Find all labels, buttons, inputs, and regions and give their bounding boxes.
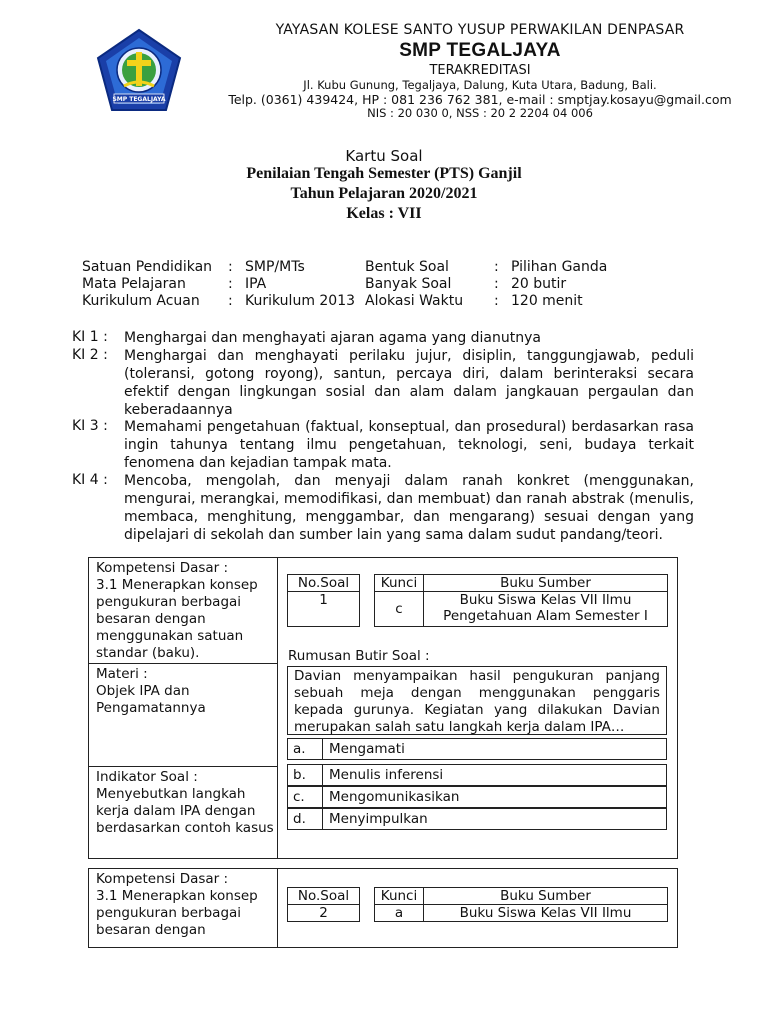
option-text: Menulis inferensi (329, 767, 444, 783)
kd-label: Kompetensi Dasar : (96, 871, 229, 887)
option-text: Mengomunikasikan (329, 789, 460, 805)
info-value: Pilihan Ganda (511, 259, 608, 275)
kunci-buku-table (374, 887, 668, 922)
kd-text: 3.1 Menerapkan konsep pengukuran berbagai besaran dengan (96, 888, 258, 938)
kd-label: Kompetensi Dasar : (96, 560, 229, 576)
info-label: Mata Pelajaran (82, 276, 186, 292)
academic-year: Tahun Pelajaran 2020/2021 (290, 185, 478, 202)
info-sep: : (228, 259, 233, 275)
ki-text: Memahami pengetahuan (faktual, konseptual, dan prosedural) berdasarkan rasa ingin tahunya tentang ilmu pengetahuan, teknologi, seni, budaya terkait fenomena dan kejadian tampak mata. (124, 419, 694, 471)
materi-text: Objek IPA dan Pengamatannya (96, 683, 206, 716)
no-soal-table (287, 574, 360, 627)
option-letter: a. (288, 739, 323, 759)
option-text: Mengamati (329, 741, 405, 757)
info-value: 120 menit (511, 293, 583, 309)
ki-text: Menghargai dan menghayati perilaku jujur, disiplin, tanggungjawab, peduli (toleransi, gotong royong), santun, percaya diri, dalam berinteraksi secara efektif dengan lingkungan sosial dan alam dalam jangkauan pergaulan dan keberadaannya (124, 348, 694, 418)
buku-value: Buku Siswa Kelas VII Ilmu (424, 905, 668, 922)
col-kunci: Kunci (375, 888, 424, 905)
kunci-buku-table (374, 574, 668, 627)
info-label: Bentuk Soal (365, 259, 449, 275)
ki-text: Menghargai dan menghayati ajaran agama yang dianutnya (124, 330, 541, 346)
indikator-text: Menyebutkan langkah kerja dalam IPA dengan berdasarkan contoh kasus (96, 786, 274, 836)
option-letter: c. (288, 787, 323, 807)
buku-value: Buku Siswa Kelas VII Ilmu Pengetahuan Alam Semester I (424, 592, 668, 627)
col-kunci: Kunci (375, 575, 424, 592)
ki-label: KI 3 : (72, 418, 108, 434)
col-buku-sumber: Buku Sumber (424, 575, 668, 592)
option-letter: d. (288, 809, 323, 829)
kunci-value: a (375, 905, 424, 922)
info-label: Banyak Soal (365, 276, 452, 292)
option-letter: b. (288, 765, 323, 785)
no-soal-value: 2 (288, 905, 360, 922)
school-logo (96, 28, 182, 114)
logo-caption: SMP TEGALJAYA (112, 96, 166, 103)
school-contact: Telp. (0361) 439424, HP : 081 236 762 381, e-mail : smptjay.kosayu@gmail.com (228, 92, 732, 107)
ki-label: KI 1 : (72, 329, 108, 345)
col-no-soal: No.Soal (288, 888, 360, 905)
kd-text: 3.1 Menerapkan konsep pengukuran berbagai besaran dengan menggunakan satuan standar (baku). (96, 577, 258, 661)
info-label: Kurikulum Acuan (82, 293, 200, 309)
info-label: Satuan Pendidikan (82, 259, 213, 275)
info-value: SMP/MTs (245, 259, 305, 275)
option-c[interactable] (287, 786, 667, 808)
no-soal-table (287, 887, 360, 922)
school-address: Jl. Kubu Gunung, Tegaljaya, Dalung, Kuta Utara, Badung, Bali. (303, 78, 657, 92)
info-sep: : (494, 259, 499, 275)
class-level: Kelas : VII (346, 205, 422, 222)
doc-title: Kartu Soal (345, 147, 423, 165)
school-nis: NIS : 20 030 0, NSS : 20 2 2204 04 006 (367, 106, 593, 120)
ki-label: KI 2 : (72, 347, 108, 363)
option-text: Menyimpulkan (329, 811, 428, 827)
exam-title: Penilaian Tengah Semester (PTS) Ganjil (246, 165, 522, 182)
rumusan-label: Rumusan Butir Soal : (288, 648, 430, 664)
col-no-soal: No.Soal (288, 575, 360, 592)
foundation-name: YAYASAN KOLESE SANTO YUSUP PERWAKILAN DENPASAR (275, 22, 685, 38)
option-d[interactable] (287, 808, 667, 830)
info-sep: : (228, 276, 233, 292)
info-value: 20 butir (511, 276, 567, 292)
info-value: Kurikulum 2013 (245, 293, 356, 309)
indikator-label: Indikator Soal : (96, 769, 198, 785)
info-sep: : (494, 276, 499, 292)
option-b[interactable] (287, 764, 667, 786)
ki-text: Mencoba, mengolah, dan menyaji dalam ranah konkret (menggunakan, mengurai, merangkai, memodifikasi, dan membuat) dan ranah abstrak (menulis, membaca, menghitung, menggambar, dan mengarang) sesuai dengan yang dipelajari di sekolah dan sumber lain yang sama dalam sudut pandang/teori. (124, 473, 694, 543)
info-sep: : (228, 293, 233, 309)
no-soal-value: 1 (288, 592, 360, 627)
col-buku-sumber: Buku Sumber (424, 888, 668, 905)
ki-label: KI 4 : (72, 472, 108, 488)
accreditation: TERAKREDITASI (429, 63, 531, 78)
info-label: Alokasi Waktu (365, 293, 464, 309)
materi-label: Materi : (96, 666, 148, 682)
kunci-value: c (375, 592, 424, 627)
option-a[interactable] (287, 738, 667, 760)
info-value: IPA (245, 276, 267, 292)
info-sep: : (494, 293, 499, 309)
school-name: SMP TEGALJAYA (399, 40, 561, 61)
question-text: Davian menyampaikan hasil pengukuran panjang sebuah meja dengan menggunakan penggaris kepada gurunya. Kegiatan yang dilakukan Davian merupakan salah satu langkah kerja dalam IPA… (294, 668, 660, 735)
